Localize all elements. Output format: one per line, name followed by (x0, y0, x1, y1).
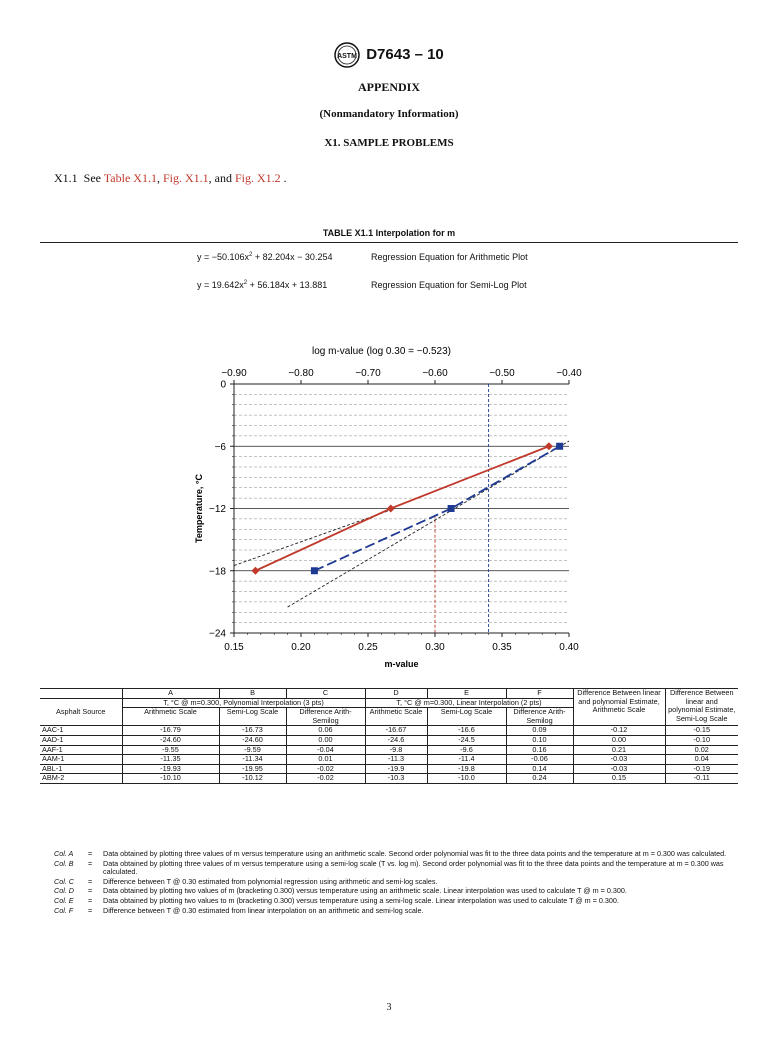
sub-header: Difference Arith- Semilog (506, 708, 573, 726)
note-label: Col. C (54, 876, 74, 886)
group-header-polynomial: T, °C @ m=0.300, Polynomial Interpolation (3 pts) (122, 698, 365, 708)
cell: -0.15 (665, 726, 738, 736)
y-tick-label: −24 (209, 628, 226, 640)
note-text: Data obtained by plotting three values of m versus temperature using a semi-log scale (T vs. log m). Second order polynomial was fit to the three data points and the temperature at m = 0.300 was calculated. (103, 858, 724, 877)
x-tick-label: 0.20 (291, 642, 311, 653)
source-header: Asphalt Source (40, 708, 122, 726)
cell: -19.95 (219, 764, 286, 774)
appendix-title: APPENDIX (358, 80, 420, 94)
row-source: AAF-1 (40, 745, 122, 755)
cell: -9.8 (365, 745, 427, 755)
x-tick-label: 0.15 (224, 642, 244, 653)
cell: 0.04 (665, 755, 738, 765)
cell: 0.02 (665, 745, 738, 755)
paragraph-x1-1 (54, 171, 287, 186)
note-eq: = (88, 858, 93, 868)
row-source: AAD-1 (40, 735, 122, 745)
note-eq: = (88, 905, 93, 915)
cell: -19.93 (122, 764, 219, 774)
y-tick-label: −12 (209, 504, 226, 515)
sub-header: Difference Arith- Semilog (286, 708, 365, 726)
temperature-vs-m-chart (0, 335, 778, 680)
semilog-trend-line (288, 441, 569, 607)
cell: -10.0 (427, 774, 506, 784)
cell: -9.6 (427, 745, 506, 755)
para-and: , and (208, 171, 232, 185)
note-col-f (54, 907, 738, 916)
x2-tick-label: −0.50 (489, 368, 515, 379)
eq2-desc: Regression Equation for Semi-Log Plot (371, 280, 527, 290)
cell: -0.03 (573, 764, 665, 774)
equation-semilog (197, 280, 527, 290)
para-text: See (83, 171, 101, 185)
x2-tick-label: −0.80 (288, 368, 314, 379)
link-fig-x1-1[interactable]: Fig. X1.1 (162, 171, 209, 185)
para-comma: , (156, 171, 160, 185)
x-tick-label: 0.35 (492, 642, 512, 653)
note-label: Col. B (54, 858, 74, 868)
note-col-e (54, 897, 738, 906)
col-letter: F (506, 689, 573, 699)
x2-tick-label: −0.90 (221, 368, 247, 379)
sub-header: Arithmetic Scale (365, 708, 427, 726)
page-number: 3 (386, 1002, 392, 1013)
cell: -0.11 (665, 774, 738, 784)
cell: -0.19 (665, 764, 738, 774)
cell: -0.06 (506, 755, 573, 765)
cell: 0.15 (573, 774, 665, 784)
column-notes (54, 850, 738, 916)
arithmetic-point (251, 567, 259, 575)
note-text: Difference between T @ 0.30 estimated from linear interpolation on an arithmetic and semi-log scale. (103, 905, 424, 915)
note-eq: = (88, 886, 93, 896)
sub-header: Semi-Log Scale (219, 708, 286, 726)
note-text: Difference between T @ 0.30 estimated from polynomial regression using arithmetic and semi-log scales. (103, 876, 438, 886)
arithmetic-point (387, 505, 395, 513)
col-letter: C (286, 689, 365, 699)
link-table-x1-1[interactable]: Table X1.1 (103, 171, 157, 185)
eq1-rhs: + 82.204x − 30.254 (252, 252, 333, 262)
row-source: ABL-1 (40, 764, 122, 774)
cell: -10.12 (219, 774, 286, 784)
cell: -11.3 (365, 755, 427, 765)
link-fig-x1-2[interactable]: Fig. X1.2 (234, 171, 281, 185)
note-label: Col. F (54, 905, 74, 915)
cell: -11.35 (122, 755, 219, 765)
cell: -0.10 (665, 735, 738, 745)
chart-title: log m-value (log 0.30 = −0.523) (312, 346, 451, 357)
cell: -0.12 (573, 726, 665, 736)
note-col-b (54, 860, 738, 877)
note-text: Data obtained by plotting two values to m (bracketing 0.300) versus temperature using a semi-log scale. Linear interpolation was used to calculate T @ m = 0.300. (103, 895, 619, 905)
row-source: AAM-1 (40, 755, 122, 765)
note-col-d (54, 887, 738, 896)
cell: -9.55 (122, 745, 219, 755)
sub-header: Semi-Log Scale (427, 708, 506, 726)
para-end: . (283, 171, 287, 185)
cell: 0.21 (573, 745, 665, 755)
x-tick-label: 0.25 (358, 642, 378, 653)
eq2-sup: 2 (243, 280, 248, 286)
document-header (0, 42, 778, 68)
cell: -19.8 (427, 764, 506, 774)
cell: -11.4 (427, 755, 506, 765)
col-letter: E (427, 689, 506, 699)
x-tick-label: 0.40 (559, 642, 579, 653)
cell: -0.02 (286, 764, 365, 774)
cell: -9.59 (219, 745, 286, 755)
y-tick-label: −18 (209, 566, 226, 578)
diff-header-arithmetic: Difference Between linear and polynomial Estimate, Arithmetic Scale (573, 689, 665, 726)
cell: -10.3 (365, 774, 427, 784)
y-tick-label: −6 (214, 441, 226, 453)
cell: -16.73 (219, 726, 286, 736)
note-eq: = (88, 895, 93, 905)
svg-text:ASTM: ASTM (337, 53, 358, 60)
note-col-a (54, 850, 738, 859)
cell: 0.16 (506, 745, 573, 755)
note-text: Data obtained by plotting three values of m versus temperature using an arithmetic scale. Second order polynomial was fit to the three data points and the temperature at m = 0.300 was calculated. (103, 849, 727, 858)
cell: -16.67 (365, 726, 427, 736)
cell: -24.60 (219, 735, 286, 745)
cell: -11.34 (219, 755, 286, 765)
note-eq: = (88, 849, 93, 858)
x2-tick-label: −0.40 (556, 368, 582, 379)
x-axis-label: m-value (384, 659, 419, 669)
section-title: X1. SAMPLE PROBLEMS (324, 137, 454, 149)
x2-tick-label: −0.60 (422, 368, 448, 379)
cell: -24.5 (427, 735, 506, 745)
cell: -0.03 (573, 755, 665, 765)
cell: 0.01 (286, 755, 365, 765)
group-header-linear: T, °C @ m=0.300, Linear Interpolation (2 pts) (365, 698, 573, 708)
cell: -19.9 (365, 764, 427, 774)
cell: -16.6 (427, 726, 506, 736)
cell: 0.00 (573, 735, 665, 745)
cell: -0.02 (286, 774, 365, 784)
nonmandatory-label: (Nonmandatory Information) (319, 108, 459, 120)
note-text: Data obtained by plotting two values of m (bracketing 0.300) versus temperature using an arithmetic scale. Linear interpolation was used to calculate T @ m = 0.300. (103, 886, 627, 896)
cell: -24.6 (365, 735, 427, 745)
y-axis-label: Temperature, °C (194, 474, 204, 543)
col-letter: A (122, 689, 219, 699)
arithmetic-point (545, 442, 553, 450)
eq2-rhs: + 56.184x + 13.881 (247, 280, 328, 290)
note-label: Col. A (54, 849, 74, 858)
cell: 0.06 (286, 726, 365, 736)
x-tick-label: 0.30 (425, 642, 445, 653)
eq2-lhs: y = 19.642x (197, 280, 244, 290)
col-letter: D (365, 689, 427, 699)
sub-header: Arithmetic Scale (122, 708, 219, 726)
table-title: TABLE X1.1 Interpolation for m (322, 228, 456, 238)
col-letter: B (219, 689, 286, 699)
semilog-point (448, 505, 455, 512)
row-source: ABM-2 (40, 774, 122, 784)
eq1-desc: Regression Equation for Arithmetic Plot (371, 252, 528, 262)
table-top-rule (40, 242, 738, 243)
cell: -10.10 (122, 774, 219, 784)
cell: 0.00 (286, 735, 365, 745)
x2-tick-label: −0.70 (355, 368, 381, 379)
cell: 0.14 (506, 764, 573, 774)
row-source: AAC-1 (40, 726, 122, 736)
cell: 0.09 (506, 726, 573, 736)
corner-cell (40, 689, 122, 699)
cell: 0.24 (506, 774, 573, 784)
cell: -0.04 (286, 745, 365, 755)
para-number: X1.1 (54, 171, 78, 185)
eq1-lhs: y = −50.106x (197, 252, 250, 262)
semilog-point (556, 443, 563, 450)
cell: -16.79 (122, 726, 219, 736)
equation-arithmetic (197, 252, 528, 262)
note-label: Col. E (54, 895, 74, 905)
diff-header-semilog: Difference Between linear and polynomial Estimate, Semi-Log Scale (665, 689, 738, 726)
note-label: Col. D (54, 886, 74, 896)
note-col-c (54, 878, 738, 887)
cell: -24.60 (122, 735, 219, 745)
interpolation-table (40, 688, 738, 784)
y-tick-label: 0 (220, 379, 226, 391)
astm-logo-icon (334, 42, 360, 68)
cell: 0.10 (506, 735, 573, 745)
note-eq: = (88, 876, 93, 886)
designation: D7643 – 10 (366, 45, 444, 63)
eq1-sup: 2 (249, 252, 253, 258)
semilog-point (311, 567, 318, 574)
